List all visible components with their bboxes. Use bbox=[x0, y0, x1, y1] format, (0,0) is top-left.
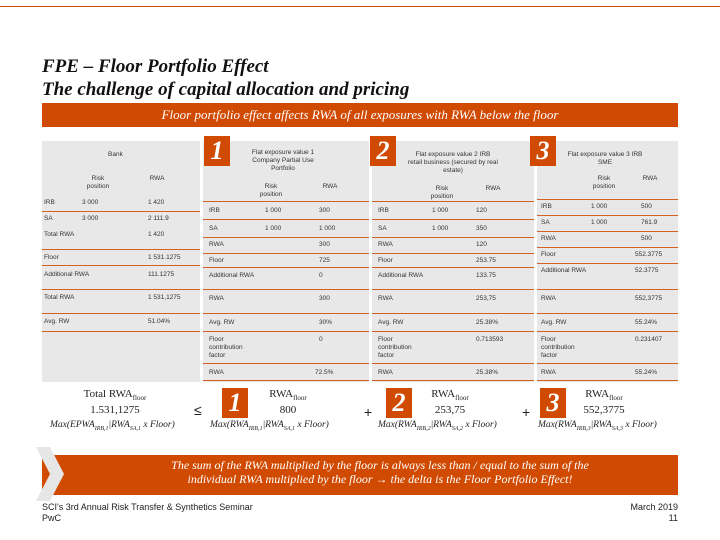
page-number: 11 bbox=[668, 513, 678, 523]
bank-row-value: 111.1275 bbox=[148, 271, 175, 278]
p3-row-value: 761.9 bbox=[641, 219, 658, 226]
formula-sub: SA,1 bbox=[129, 425, 141, 432]
formula-sub: SA,3 bbox=[611, 425, 624, 432]
p3-row-label: Avg. RW bbox=[541, 319, 567, 326]
total-rwa-text: Total RWA bbox=[83, 388, 133, 400]
row-divider bbox=[537, 289, 678, 290]
row-divider bbox=[203, 331, 369, 332]
row-divider bbox=[203, 313, 369, 314]
portfolio-1-badge: 1 bbox=[204, 136, 230, 166]
bank-col-risk: Risk position bbox=[86, 175, 110, 190]
leq-sign: ≤ bbox=[194, 402, 202, 418]
p1-row-value: 300 bbox=[319, 295, 330, 302]
row-divider bbox=[203, 289, 369, 290]
p3-row-label: Floor contribution factor bbox=[541, 336, 575, 359]
plus-sign: + bbox=[364, 404, 373, 420]
formula-part: Max(RWA bbox=[378, 420, 417, 430]
formula-part: Max(RWA bbox=[538, 420, 577, 430]
row-divider bbox=[537, 215, 678, 216]
row-divider bbox=[203, 380, 369, 381]
p1-row-value: 1 000 bbox=[319, 225, 336, 232]
bank-row-value: 3 000 bbox=[82, 215, 99, 222]
row-divider bbox=[203, 237, 369, 238]
rwa-floor-label-3 bbox=[574, 388, 634, 402]
formula-part: x Floor) bbox=[295, 420, 329, 430]
p3-row-label: IRB bbox=[541, 203, 552, 210]
formula-sub: IRB,2 bbox=[416, 425, 431, 432]
rwa-sub: floor bbox=[609, 394, 623, 403]
formula-total bbox=[50, 420, 175, 432]
row-divider bbox=[537, 363, 678, 364]
portfolio-1-panel bbox=[203, 141, 369, 382]
formula-part: Max(RWA bbox=[210, 420, 249, 430]
p2-row-value: 25.38% bbox=[476, 319, 499, 326]
row-divider bbox=[537, 331, 678, 332]
p3-row-value: 552,3775 bbox=[635, 295, 663, 302]
row-divider bbox=[203, 363, 369, 364]
p1-row-label: RWA bbox=[209, 369, 224, 376]
rwa-floor-value-3: 552,3775 bbox=[583, 404, 625, 416]
conclusion-line-2: individual RWA multiplied by the floor → the delta is the Floor Portfolio Effect! bbox=[187, 472, 573, 486]
row-divider bbox=[372, 380, 534, 381]
rwa-text: RWA bbox=[269, 388, 294, 400]
row-divider bbox=[372, 219, 534, 220]
row-divider bbox=[372, 313, 534, 314]
p2-row-label: IRB bbox=[378, 207, 389, 214]
formula-part: Max(EPWA bbox=[50, 420, 95, 430]
p1-row-value: 72.5% bbox=[315, 369, 334, 376]
row-divider bbox=[203, 253, 369, 254]
row-divider bbox=[372, 253, 534, 254]
p3-row-value: 55.24% bbox=[635, 369, 658, 376]
portfolio-3-panel bbox=[537, 141, 678, 382]
row-divider bbox=[42, 289, 200, 290]
formula-part: |RWA bbox=[108, 420, 130, 430]
row-divider bbox=[372, 289, 534, 290]
title-line-2: The challenge of capital allocation and pricing bbox=[42, 79, 410, 100]
bank-row-label: SA bbox=[44, 215, 53, 222]
p2-row-label: Additional RWA bbox=[378, 272, 424, 279]
rwa-text: RWA bbox=[431, 388, 456, 400]
row-divider bbox=[42, 331, 200, 332]
p2-col-rwa: RWA bbox=[485, 185, 501, 192]
row-divider bbox=[537, 313, 678, 314]
portfolio-3-desc: Flat exposure value 3 IRB SME bbox=[567, 151, 643, 166]
p1-row-label: Floor contribution factor bbox=[209, 336, 243, 359]
p2-row-label: RWA bbox=[378, 295, 393, 302]
summary-badge-3: 3 bbox=[540, 388, 566, 418]
portfolio-2-panel bbox=[372, 141, 534, 382]
bank-row-value: 51.04% bbox=[148, 318, 171, 325]
rwa-sub: floor bbox=[293, 394, 307, 403]
bank-row-label: IRB bbox=[44, 199, 55, 206]
p3-row-label: Floor bbox=[541, 251, 556, 258]
bank-row-label: Total RWA bbox=[44, 231, 75, 238]
p1-row-label: IRB bbox=[209, 207, 220, 214]
p1-row-label: RWA bbox=[209, 295, 224, 302]
bank-row-value: 1 420 bbox=[148, 199, 165, 206]
bank-row-value: 1 420 bbox=[148, 231, 165, 238]
p2-row-value: 120 bbox=[476, 207, 487, 214]
p2-row-value: 350 bbox=[476, 225, 487, 232]
p2-row-value: 120 bbox=[476, 241, 487, 248]
p1-col-risk: Risk position bbox=[259, 183, 283, 198]
p1-row-value: 0 bbox=[319, 272, 323, 279]
bank-row-value: 1 531,1275 bbox=[148, 294, 181, 301]
formula-part: |RWA bbox=[430, 420, 452, 430]
p2-row-label: RWA bbox=[378, 241, 393, 248]
row-divider bbox=[372, 363, 534, 364]
p2-col-risk: Risk position bbox=[430, 185, 454, 200]
p2-row-value: 25.38% bbox=[476, 369, 499, 376]
chevron-right-icon bbox=[36, 447, 64, 501]
formula-sub: IRB,1 bbox=[248, 425, 263, 432]
row-divider bbox=[42, 249, 200, 250]
footer-left bbox=[42, 502, 253, 524]
portfolio-2-desc: Flat exposure value 2 IRB retail business (secured by real estate) bbox=[408, 151, 498, 174]
p1-row-value: 1 000 bbox=[265, 225, 282, 232]
row-divider bbox=[203, 267, 369, 268]
plus-sign: + bbox=[522, 404, 531, 420]
p2-row-label: Floor contribution factor bbox=[378, 336, 412, 359]
p2-row-label: Floor bbox=[378, 257, 393, 264]
portfolio-2-badge: 2 bbox=[370, 136, 396, 166]
rwa-text: RWA bbox=[585, 388, 610, 400]
row-divider bbox=[537, 247, 678, 248]
bank-row-label: Total RWA bbox=[44, 294, 75, 301]
p1-row-value: 1 000 bbox=[265, 207, 282, 214]
formula-sub: SA,2 bbox=[451, 425, 464, 432]
rwa-floor-value-2: 253,75 bbox=[434, 404, 466, 416]
p3-row-value: 0.231407 bbox=[635, 336, 663, 343]
p1-row-label: RWA bbox=[209, 241, 224, 248]
formula-1 bbox=[210, 420, 329, 432]
p2-row-label: SA bbox=[378, 225, 387, 232]
formula-2 bbox=[378, 420, 497, 432]
p2-row-value: 253.75 bbox=[476, 257, 496, 264]
p3-row-label: RWA bbox=[541, 369, 556, 376]
p1-row-value: 30% bbox=[319, 319, 333, 326]
formula-3 bbox=[538, 420, 657, 432]
bank-row-value: 2 111.9 bbox=[148, 215, 169, 222]
row-divider bbox=[537, 231, 678, 232]
p3-row-label: SA bbox=[541, 219, 550, 226]
p3-row-value: 55.24% bbox=[635, 319, 658, 326]
rwa-floor-value-1: 800 bbox=[279, 404, 297, 416]
p3-col-risk: Risk position bbox=[592, 175, 616, 190]
footer-company: PwC bbox=[42, 513, 62, 523]
total-rwa-sub: floor bbox=[132, 394, 147, 403]
p3-row-value: 552.3775 bbox=[635, 251, 663, 258]
formula-part: |RWA bbox=[262, 420, 284, 430]
bank-row-value: 3 000 bbox=[82, 199, 99, 206]
row-divider bbox=[537, 263, 678, 264]
formula-part: x Floor) bbox=[623, 420, 657, 430]
formula-part: |RWA bbox=[590, 420, 612, 430]
bank-row-value: 1 531.1275 bbox=[148, 254, 181, 261]
bank-col-rwa: RWA bbox=[149, 175, 165, 182]
p1-row-value: 300 bbox=[319, 241, 330, 248]
row-divider bbox=[537, 199, 678, 200]
row-divider bbox=[42, 265, 200, 266]
bank-row-label: Floor bbox=[44, 254, 59, 261]
conclusion-text bbox=[90, 458, 670, 486]
row-divider bbox=[203, 219, 369, 220]
row-divider bbox=[372, 201, 534, 202]
row-divider bbox=[372, 331, 534, 332]
total-rwa-floor-value: 1.531,1275 bbox=[90, 404, 140, 416]
footer-event: SCI's 3rd Annual Risk Transfer & Synthetics Seminar bbox=[42, 502, 253, 512]
page-title bbox=[42, 55, 409, 101]
title-line-1: FPE – Floor Portfolio Effect bbox=[42, 56, 269, 77]
bank-panel bbox=[42, 141, 200, 382]
bank-label: Bank bbox=[108, 151, 123, 158]
formula-sub: IRB,3 bbox=[576, 425, 591, 432]
portfolio-1-desc: Flat exposure value 1 Company Partial Use Portfolio bbox=[251, 149, 315, 172]
p1-row-label: Avg. RW bbox=[209, 319, 235, 326]
p1-row-label: SA bbox=[209, 225, 218, 232]
p2-row-value: 0.713593 bbox=[476, 336, 504, 343]
p2-row-label: Avg. RW bbox=[378, 319, 404, 326]
summary-badge-1: 1 bbox=[222, 388, 248, 418]
p1-row-value: 300 bbox=[319, 207, 330, 214]
row-divider bbox=[42, 211, 200, 212]
total-rwa-floor-label bbox=[70, 388, 160, 402]
banner-text: Floor portfolio effect affects RWA of all exposures with RWA below the floor bbox=[161, 107, 559, 122]
top-rule bbox=[0, 6, 720, 7]
rwa-sub: floor bbox=[455, 394, 469, 403]
row-divider bbox=[537, 380, 678, 381]
row-divider bbox=[372, 267, 534, 268]
p1-row-value: 0 bbox=[319, 336, 323, 343]
formula-sub: SA,1 bbox=[283, 425, 296, 432]
p2-row-value: 133.75 bbox=[476, 272, 496, 279]
p3-row-value: 500 bbox=[641, 235, 652, 242]
p3-row-value: 500 bbox=[641, 203, 652, 210]
p2-row-value: 253,75 bbox=[476, 295, 496, 302]
p3-row-value: 1 000 bbox=[591, 203, 608, 210]
summary-badge-2: 2 bbox=[386, 388, 412, 418]
row-divider bbox=[42, 313, 200, 314]
p3-row-label: Additional RWA bbox=[541, 267, 587, 274]
p2-row-value: 1 000 bbox=[432, 225, 449, 232]
conclusion-line-1: The sum of the RWA multiplied by the floor is always less than / equal to the sum of the bbox=[171, 458, 589, 472]
p3-col-rwa: RWA bbox=[642, 175, 658, 182]
p3-row-label: RWA bbox=[541, 295, 556, 302]
formula-part: x Floor) bbox=[463, 420, 497, 430]
p1-col-rwa: RWA bbox=[322, 183, 338, 190]
bank-row-label: Avg. RW bbox=[44, 318, 70, 325]
footer-date: March 2019 bbox=[630, 502, 678, 512]
p1-row-label: Floor bbox=[209, 257, 224, 264]
rwa-floor-label-1 bbox=[258, 388, 318, 402]
footer-right bbox=[630, 502, 678, 524]
portfolio-3-badge: 3 bbox=[530, 136, 556, 166]
formula-part: x Floor) bbox=[141, 420, 175, 430]
p2-row-label: RWA bbox=[378, 369, 393, 376]
row-divider bbox=[203, 201, 369, 202]
p3-row-value: 52.3775 bbox=[635, 267, 659, 274]
p1-row-value: 725 bbox=[319, 257, 330, 264]
banner bbox=[42, 103, 678, 127]
p1-row-label: Additional RWA bbox=[209, 272, 255, 279]
bank-row-label: Additional RWA bbox=[44, 271, 90, 278]
p3-row-value: 1 000 bbox=[591, 219, 608, 226]
row-divider bbox=[372, 237, 534, 238]
formula-sub: IRB,1 bbox=[94, 425, 109, 432]
p3-row-label: RWA bbox=[541, 235, 556, 242]
rwa-floor-label-2 bbox=[420, 388, 480, 402]
p2-row-value: 1 000 bbox=[432, 207, 449, 214]
